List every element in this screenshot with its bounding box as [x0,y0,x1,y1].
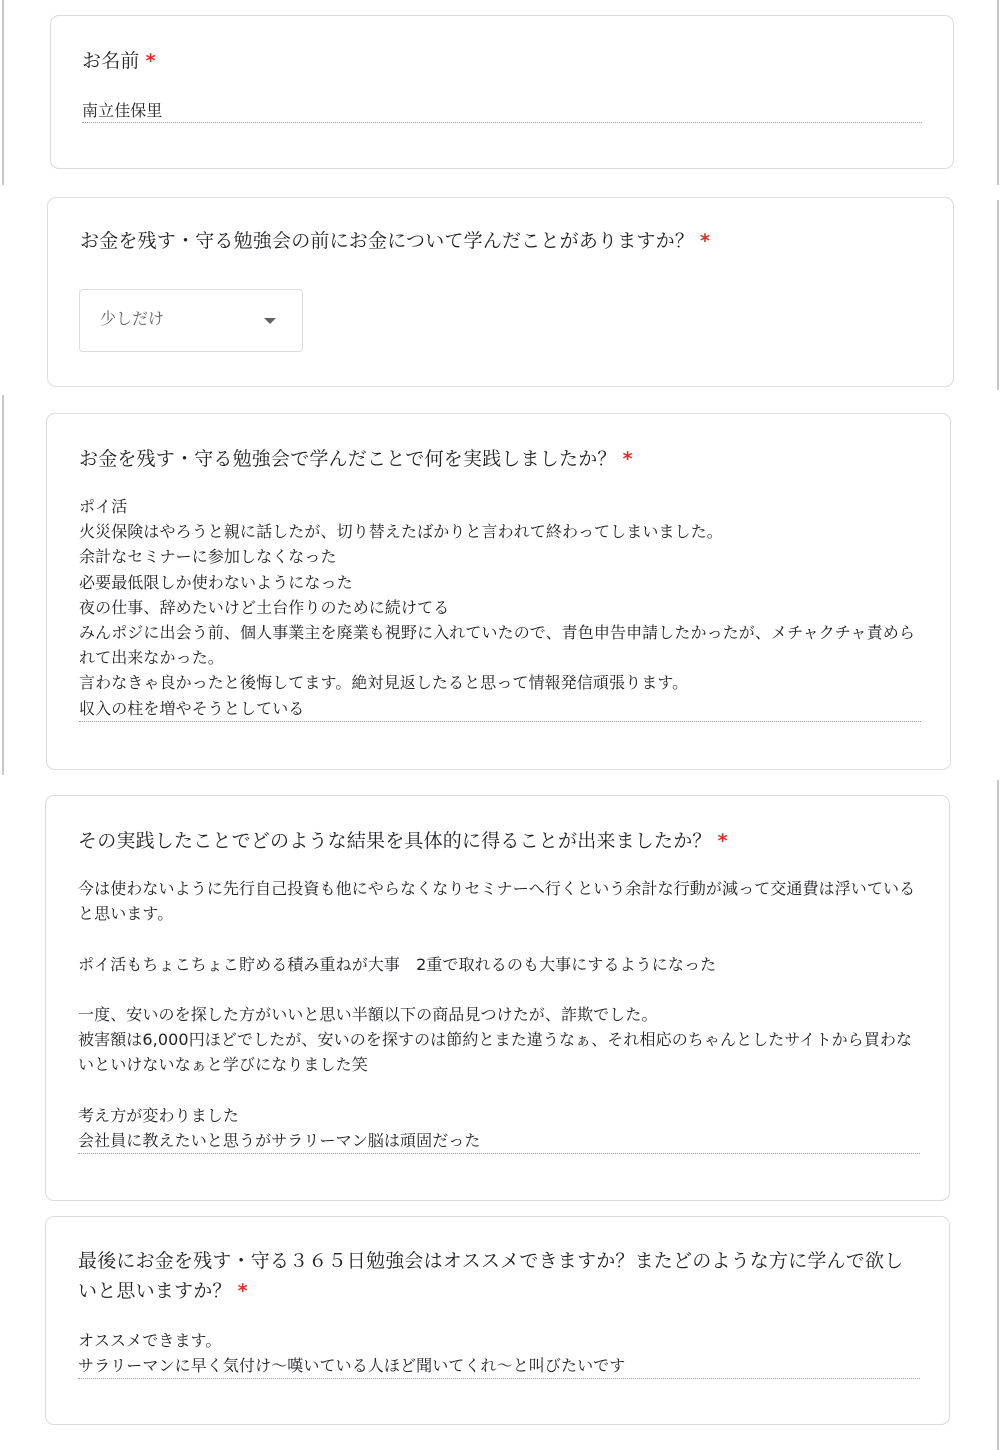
question-title-text: お金を残す・守る勉強会の前にお金について学んだことがありますか？ [80,230,695,252]
caret-down-icon [264,318,276,324]
name-answer[interactable]: 南立佳保里 [82,101,163,120]
answer-underline [78,1153,920,1154]
answer-underline [78,1378,920,1379]
required-asterisk: * [700,230,711,252]
prior-study-dropdown[interactable] [79,289,303,352]
answer-underline [79,721,921,722]
left-edge-line [2,0,4,185]
question-title [78,1246,918,1306]
question-card-practice [46,413,951,770]
right-edge-line [997,0,999,185]
required-asterisk: * [145,50,156,72]
right-edge-line [997,780,999,1450]
recommend-answer[interactable]: オススメできます。 サラリーマンに早く気付け〜嘆いている人ほど聞いてくれ〜と叫びたいです [78,1331,626,1376]
question-title [78,826,728,856]
required-asterisk: * [237,1280,248,1302]
question-title [82,46,156,76]
results-answer[interactable]: 今は使わないように先行自己投資も他にやらなくなりセミナーへ行くという余計な行動が減って交通費は浮いていると思います。 ポイ活もちょこちょこ貯める積み重ねが大事 2重で取れるのも大事にするようになった 一度、安いのを探した方がいいと思い半額以下の商品見つけたが、詐欺でした。 被害額は6,000円ほどでしたが、安いのを探すのは節約とまた違うなぁ、それ相応のちゃんとしたサイトから買わないといけないなぁと学びになりました笑 考え方が変わりました 会社員に教えたいと思うがサラリーマン脳は頑固だった [78,879,916,1151]
question-title-text: その実践したことでどのような結果を具体的に得ることが出来ましたか？ [78,830,712,852]
question-title-text: 最後にお金を残す・守る３６５日勉強会はオススメできますか？またどのような方に学んで欲しいと思いますか？ [78,1250,904,1302]
left-edge-line [2,395,4,775]
dropdown-selected-value: 少しだけ [100,309,165,328]
question-title [80,226,710,256]
question-card-results [45,795,950,1201]
question-card-recommend [45,1216,950,1425]
question-title-text: お名前 [82,50,140,72]
question-card-name [50,15,954,169]
question-card-prior-study [47,197,954,387]
required-asterisk: * [717,830,728,852]
required-asterisk: * [622,448,633,470]
answer-underline [82,122,922,123]
question-title-text: お金を残す・守る勉強会で学んだことで何を実践しましたか？ [79,448,617,470]
practice-answer[interactable]: ポイ活 火災保険はやろうと親に話したが、切り替えたばかりと言われて終わってしまいました。 余計なセミナーに参加しなくなった 必要最低限しか使わないようになった 夜の仕事、辞めたいけど土台作りのために続けてる みんポジに出会う前、個人事業主を廃業も視野に入れていたので、青色申告申請したかったが、メチャクチャ責められて出来なかった。 言わなきゃ良かったと後悔してます。絶対見返したると思って情報発信頑張ります。 収入の柱を増やそうとしている [79,497,915,718]
right-edge-line [997,200,999,390]
question-title [79,444,633,474]
